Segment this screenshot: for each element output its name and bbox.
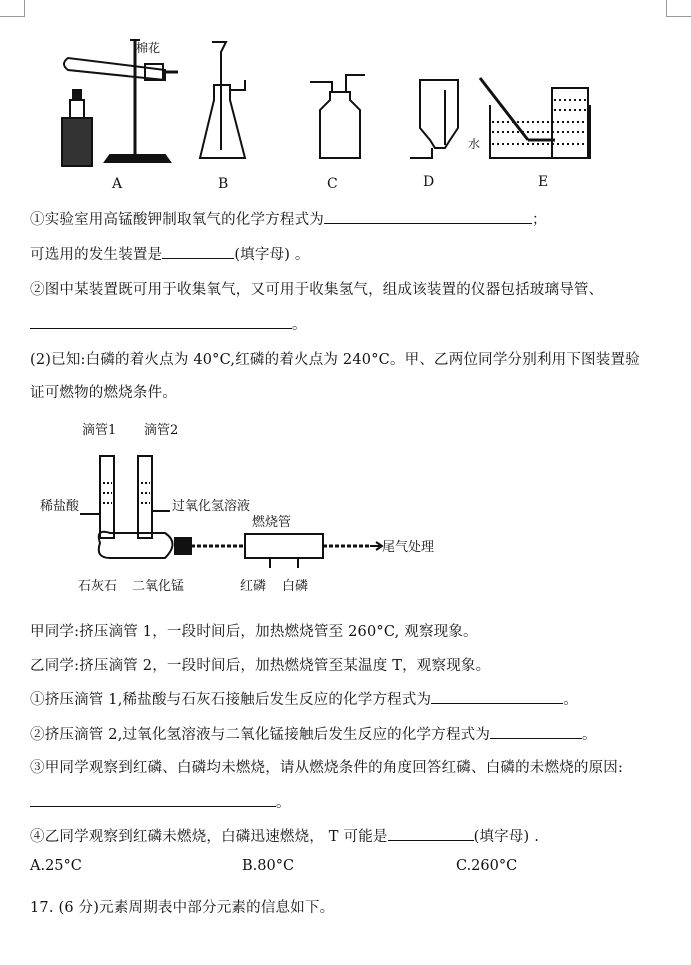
q3-sub3-answer: 。 (30, 791, 291, 812)
label-white-phosphorus: 白磷 (282, 579, 309, 594)
apparatus-figure (40, 30, 620, 200)
answer-blank[interactable] (324, 209, 532, 224)
label-d: D (423, 174, 435, 190)
q1-line3: ②图中某装置既可用于收集氧气，又可用于收集氢气，组成该装置的仪器包括玻璃导管、 (30, 282, 604, 298)
q3-sub1: ①挤压滴管 1,稀盐酸与石灰石接触后发生反应的化学方程式为 。 (30, 688, 578, 709)
answer-blank[interactable] (162, 244, 234, 259)
label-limestone: 石灰石 (78, 579, 118, 594)
q1-line2: 可选用的发生装置是 (填字母) 。 (30, 243, 310, 264)
option-a[interactable]: A.25°C (30, 858, 82, 874)
q2-intro-1: (2)已知:白磷的着火点为 40°C,红磷的着火点为 240°C。甲、乙两位同学分别利用下图装置验 (30, 352, 640, 368)
combustion-apparatus-figure (40, 418, 440, 603)
answer-blank[interactable] (431, 689, 563, 704)
page-corner-mark (0, 0, 25, 17)
label-h2o2: 过氧化氢溶液 (172, 499, 251, 514)
apparatus-a (62, 40, 178, 166)
label-hcl: 稀盐酸 (40, 499, 80, 514)
apparatus-e (480, 78, 590, 158)
answer-blank[interactable] (490, 724, 582, 739)
label-cotton: 棉花 (136, 41, 161, 55)
label-exhaust: 尾气处理 (382, 540, 435, 555)
answer-blank[interactable] (388, 826, 474, 841)
q1-line1: ①实验室用高锰酸钾制取氧气的化学方程式为 ； (30, 208, 547, 229)
label-a: A (112, 176, 123, 192)
page-corner-mark (666, 0, 691, 17)
q3-sub4: ④乙同学观察到红磷未燃烧，白磷迅速燃烧， T 可能是 (填字母) . (30, 825, 539, 846)
apparatus-b (200, 42, 245, 158)
q1-line4: 。 (30, 313, 307, 334)
label-b: B (218, 176, 229, 192)
q2-intro-2: 证可燃物的燃烧条件。 (30, 385, 177, 401)
label-dropper-1: 滴管1 (82, 423, 117, 438)
q3-jia: 甲同学:挤压滴管 1，一段时间后，加热燃烧管至 260°C, 观察现象。 (30, 624, 478, 640)
q3-sub3: ③甲同学观察到红磷、白磷均未燃烧，请从燃烧条件的角度回答红磷、白磷的未燃烧的原因: (30, 760, 624, 776)
question-17: 17. (6 分)元素周期表中部分元素的信息如下。 (30, 900, 335, 916)
q3-yi: 乙同学:挤压滴管 2，一段时间后，加热燃烧管至某温度 T，观察现象。 (30, 658, 491, 674)
label-c: C (327, 176, 338, 192)
apparatus-c (310, 75, 365, 158)
label-mno2: 二氧化锰 (132, 579, 185, 594)
label-e: E (538, 174, 549, 190)
answer-blank[interactable] (30, 314, 292, 329)
label-red-phosphorus: 红磷 (240, 579, 267, 594)
option-c[interactable]: C.260°C (456, 858, 518, 874)
label-combustion-tube: 燃烧管 (252, 515, 292, 530)
label-dropper-2: 滴管2 (144, 423, 179, 438)
apparatus-d (410, 80, 458, 158)
label-water: 水 (468, 137, 481, 151)
answer-blank[interactable] (30, 792, 276, 807)
option-b[interactable]: B.80°C (242, 858, 295, 874)
q3-sub2: ②挤压滴管 2,过氧化氢溶液与二氧化锰接触后发生反应的化学方程式为 。 (30, 723, 597, 744)
